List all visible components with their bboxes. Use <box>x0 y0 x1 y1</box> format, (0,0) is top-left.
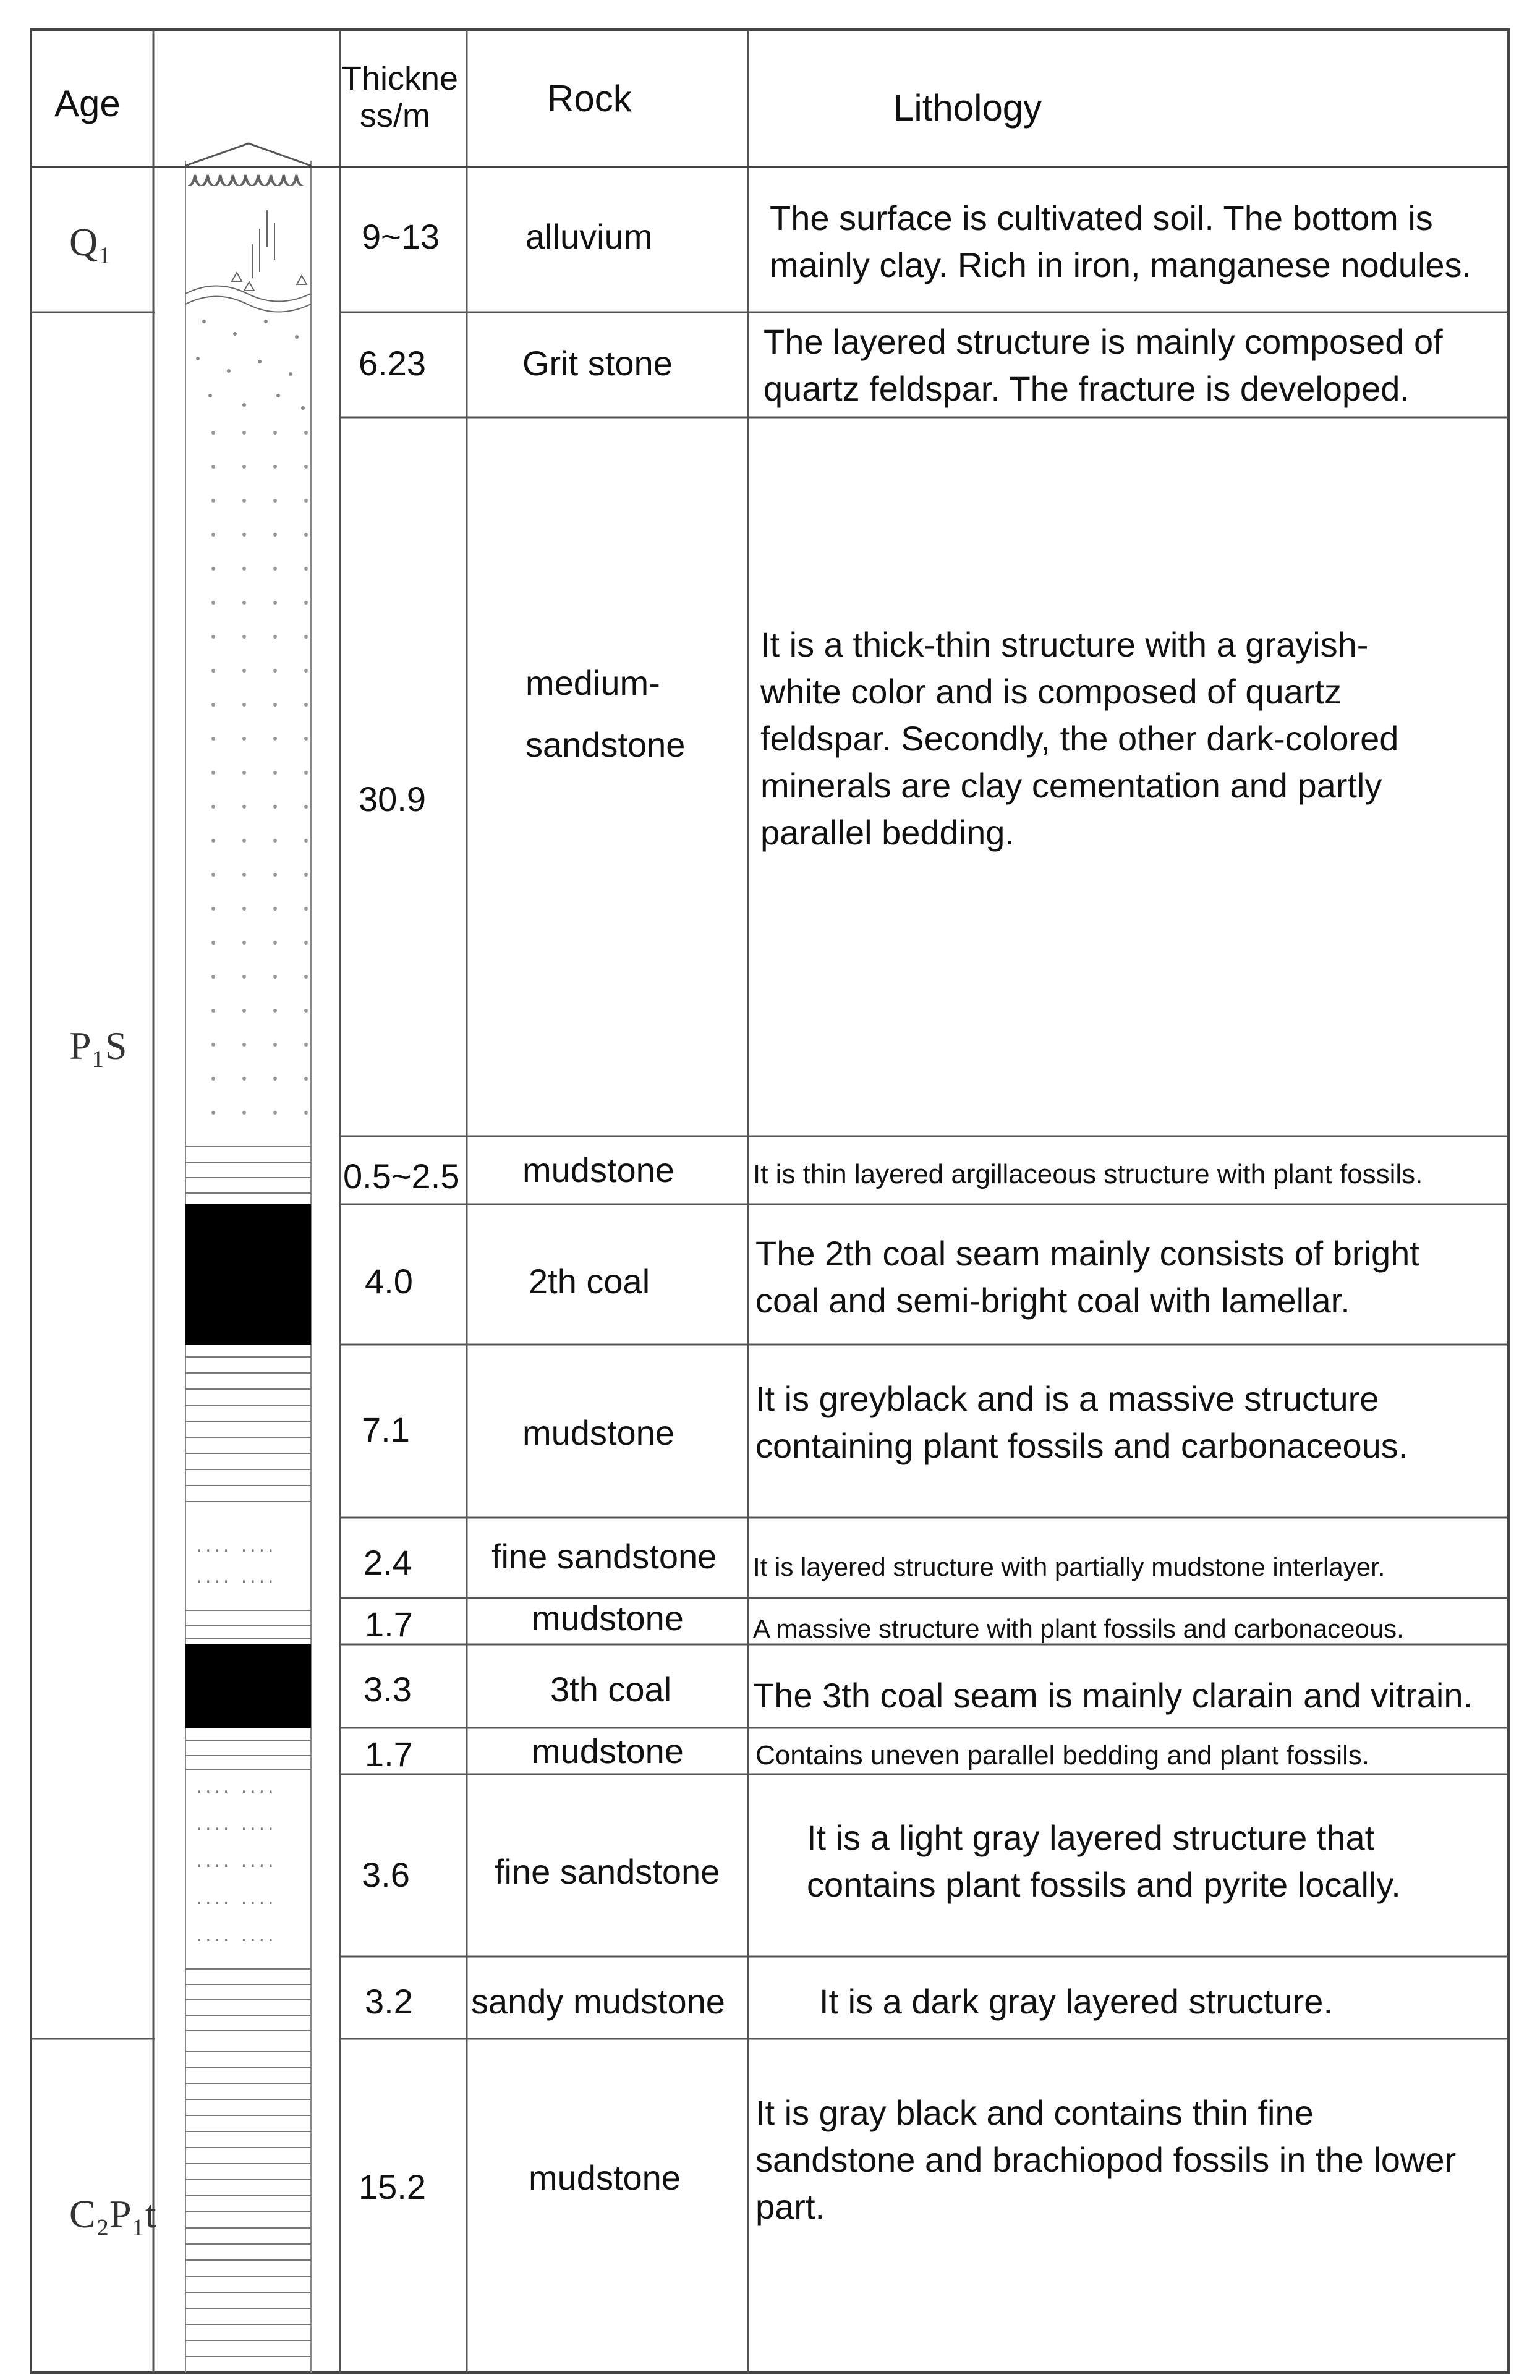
header-rock: Rock <box>547 78 632 119</box>
svg-text:.... ....: .... .... <box>195 1816 276 1834</box>
lithology-cell-5 <box>755 1230 1419 1324</box>
thickness-cell-8: 1.7 <box>365 1605 413 1644</box>
thickness-cell-13: 15.2 <box>359 2167 426 2206</box>
lithology-cell-9 <box>753 1672 1473 1719</box>
alluvium-pattern <box>185 169 311 312</box>
thickness-cell-11: 3.6 <box>362 1855 410 1894</box>
thickness-cell-12: 3.2 <box>365 1982 413 2021</box>
svg-text:.... ....: .... .... <box>195 1538 276 1555</box>
rock-cell-7: fine sandstone <box>491 1537 717 1576</box>
rock-cell-9: 3th coal <box>550 1670 672 1709</box>
lithology-cell-11-line-1: It is a light gray layered structure that <box>807 1818 1375 1857</box>
lithology-cell-2-line-1: The layered structure is mainly composed of <box>764 322 1443 361</box>
lithology-cell-1 <box>770 195 1471 289</box>
lithology-cell-13-line-2: sandstone and brachiopod fossils in the lower <box>755 2140 1457 2179</box>
rock-cell-13: mudstone <box>529 2158 681 2197</box>
rock-cell-10: mudstone <box>532 1732 684 1770</box>
rock-cell-6: mudstone <box>522 1413 674 1452</box>
lithology-cell-6-line-2: containing plant fossils and carbonaceous. <box>755 1426 1408 1465</box>
rock-cell-3 <box>525 652 685 776</box>
lithology-cell-5-line-1: The 2th coal seam mainly consists of bright <box>755 1234 1419 1273</box>
lithology-cell-7-line-1: It is layered structure with partially mudstone interlayer. <box>753 1552 1385 1581</box>
rock-cell-1: alluvium <box>525 217 653 256</box>
thickness-cell-1: 9~13 <box>362 217 440 256</box>
lithology-cell-4-line-1: It is thin layered argillaceous structure with plant fossils. <box>753 1159 1423 1189</box>
lithology-cell-5-line-2: coal and semi-bright coal with lamellar. <box>755 1281 1350 1320</box>
svg-text:.... ....: .... .... <box>195 1890 276 1908</box>
svg-text:.... ....: .... .... <box>195 1779 276 1796</box>
lithology-cell-10 <box>755 1737 1369 1774</box>
lithology-cell-4 <box>753 1156 1423 1193</box>
thickness-cell-9: 3.3 <box>364 1670 412 1709</box>
thickness-cell-5: 4.0 <box>365 1262 413 1301</box>
lithology-cell-1-line-1: The surface is cultivated soil. The bottom is <box>770 198 1433 237</box>
mudstone-pattern-2 <box>185 1357 311 1502</box>
lithology-cell-8 <box>753 1610 1404 1647</box>
lithology-cell-13 <box>755 2089 1456 2230</box>
lithology-cell-9-line-1: The 3th coal seam is mainly clarain and vitrain. <box>753 1676 1473 1715</box>
lithology-cell-3-line-5: parallel bedding. <box>760 813 1015 852</box>
header-thickness-line1: Thickne <box>341 60 459 97</box>
lithology-cell-13-line-1: It is gray black and contains thin fine <box>755 2093 1314 2132</box>
medium-sandstone-pattern <box>211 431 308 1115</box>
lithology-cell-3-line-1: It is a thick-thin structure with a grayish- <box>760 625 1369 664</box>
lithology-cell-6-line-1: It is greyblack and is a massive structure <box>755 1379 1379 1418</box>
sandy-mudstone-pattern <box>185 1969 311 2031</box>
svg-text:.... ....: .... .... <box>195 1569 276 1586</box>
header-thickness-line2: ss/m <box>360 97 430 134</box>
thickness-cell-7: 2.4 <box>364 1543 412 1582</box>
lithology-cell-10-line-1: Contains uneven parallel bedding and plant fossils. <box>755 1740 1370 1770</box>
lithology-cell-7 <box>753 1549 1385 1586</box>
lithology-cell-8-line-1: A massive structure with plant fossils and carbonaceous. <box>753 1614 1404 1643</box>
age-label-c2p1t: C₂P₁t <box>69 2192 156 2236</box>
rock-cell-12: sandy mudstone <box>471 1982 725 2021</box>
coal-seam-3 <box>185 1644 311 1728</box>
lithology-cell-12-line-1: It is a dark gray layered structure. <box>819 1982 1334 2021</box>
svg-text:.... ....: .... .... <box>195 1853 276 1871</box>
lithology-cell-12 <box>819 1978 1333 2025</box>
lithology-cell-11-line-2: contains plant fossils and pyrite locally. <box>807 1865 1401 1904</box>
rock-cell-5: 2th coal <box>529 1262 650 1301</box>
lithology-cell-6 <box>755 1375 1408 1469</box>
lithology-cell-13-line-3: part. <box>755 2187 825 2226</box>
fine-sandstone-pattern-2 <box>195 1779 275 1945</box>
lithology-cell-11 <box>807 1814 1401 1908</box>
coal-seam-2 <box>185 1204 311 1345</box>
lithology-cell-3-line-3: feldspar. Secondly, the other dark-colored <box>760 719 1399 758</box>
thickness-cell-3: 30.9 <box>359 780 426 818</box>
rock-cell-11: fine sandstone <box>495 1852 720 1891</box>
mudstone-pattern-3 <box>185 1610 311 1638</box>
rock-cell-8: mudstone <box>532 1599 684 1638</box>
fine-sandstone-pattern-1 <box>195 1538 275 1586</box>
header-lithology: Lithology <box>893 87 1042 129</box>
lithology-cell-2-line-2: quartz feldspar. The fracture is developed. <box>764 369 1410 408</box>
mudstone-pattern-1 <box>185 1147 311 1193</box>
lithology-cell-3-line-2: white color and is composed of quartz <box>760 672 1342 711</box>
svg-text:⋏⋏⋏⋏⋏⋏⋏⋏⋏: ⋏⋏⋏⋏⋏⋏⋏⋏⋏ <box>189 169 303 190</box>
lithology-cell-1-line-2: mainly clay. Rich in iron, manganese nodules. <box>770 245 1472 284</box>
thickness-cell-10: 1.7 <box>365 1735 413 1774</box>
rock-cell-3-line-2: sandstone <box>525 725 686 764</box>
lithology-cell-3 <box>760 621 1398 856</box>
mudstone-pattern-4 <box>185 1740 311 1769</box>
svg-text:.... ....: .... .... <box>195 1927 276 1945</box>
rock-cell-3-line-1: medium- <box>525 663 660 702</box>
mudstone-pattern-5 <box>185 2051 311 2357</box>
rock-cell-4: mudstone <box>522 1150 674 1189</box>
grit-stone-pattern <box>196 320 305 410</box>
age-label-q1: Q₁ <box>69 220 112 264</box>
thickness-cell-4: 0.5~2.5 <box>343 1157 460 1196</box>
thickness-cell-6: 7.1 <box>362 1410 410 1449</box>
column-top-symbol <box>185 143 311 166</box>
lithology-cell-2 <box>764 318 1443 412</box>
age-label-p1s: P₁S <box>69 1024 127 1068</box>
thickness-cell-2: 6.23 <box>359 344 426 383</box>
lithology-cell-3-line-4: minerals are clay cementation and partly <box>760 766 1382 805</box>
header-age: Age <box>54 83 121 124</box>
rock-cell-2: Grit stone <box>522 344 673 383</box>
